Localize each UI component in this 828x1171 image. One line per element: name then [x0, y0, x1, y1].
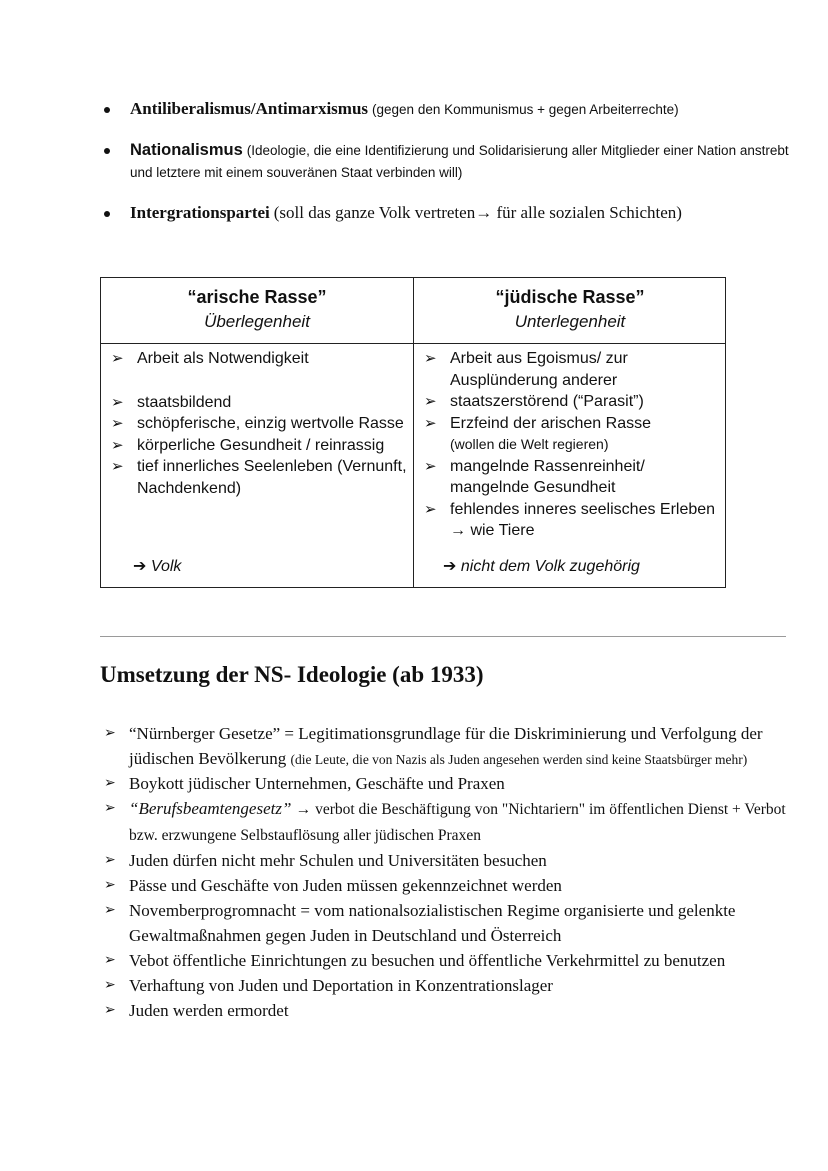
arrowhead-bullet-icon: ➢ [104, 800, 116, 816]
bullet-item-integrationspartei [104, 202, 794, 225]
arrowhead-bullet-icon: ➢ [424, 414, 437, 432]
list-item [104, 973, 794, 998]
bullet-item-nationalismus [104, 139, 794, 184]
arrowhead-bullet-icon: ➢ [424, 393, 437, 410]
bullet-item-antiliberalismus [104, 98, 794, 121]
arrowhead-bullet-icon: ➢ [111, 415, 124, 432]
table-list-item [111, 413, 411, 435]
arrowhead-bullet-icon: ➢ [424, 457, 437, 475]
column-subtitle: Überlegenheit [204, 312, 310, 331]
list-item [104, 796, 794, 848]
table-list-item [424, 499, 724, 542]
item-quote: “Berufsbeamtengesetz” [129, 799, 292, 818]
list-item [104, 998, 794, 1023]
bullet-term: Intergrationspartei [130, 203, 270, 222]
item-text: mangelnde Rassenreinheit/ mangelnde Gesundheit [450, 457, 645, 496]
footer-text: nicht dem Volk zugehörig [460, 558, 640, 575]
arrowhead-bullet-icon: ➢ [111, 436, 124, 454]
list-item [104, 898, 794, 948]
arrowhead-bullet-icon: ➢ [104, 952, 116, 968]
item-text: Juden dürfen nicht mehr Schulen und Universitäten besuchen [129, 851, 547, 870]
item-text: Arbeit als Notwendigkeit [137, 350, 309, 367]
item-text: Juden werden ermordet [129, 1001, 289, 1020]
item-note: (wollen die Welt regieren) [450, 436, 609, 452]
list-item [104, 771, 794, 796]
arrowhead-bullet-icon: ➢ [104, 725, 116, 741]
table-column-left [111, 348, 411, 499]
item-text: → verbot die Beschäftigung von "Nichtariern" im öffentlichen Dienst + Verbot bzw. erzwungene Selbstauflösung aller jüdischen Praxen [129, 801, 786, 844]
table-footer-right [443, 556, 640, 576]
table-header-divider [101, 343, 725, 344]
table-list-item [111, 435, 411, 457]
ideology-bullet-list [104, 98, 794, 243]
table-list-item [424, 391, 724, 413]
bullet-dot-icon [104, 107, 110, 113]
item-text: Verhaftung von Juden und Deportation in Konzentrationslager [129, 976, 553, 995]
bullet-dot-icon [104, 211, 110, 217]
column-subtitle: Unterlegenheit [514, 312, 626, 331]
arrowhead-bullet-icon: ➢ [111, 458, 124, 475]
right-arrow-icon: ➔ [443, 558, 457, 575]
table-header-left [101, 284, 413, 334]
item-text: Novemberprogromnacht = vom nationalsozialistischen Regime organisierte und gelenkte Gewaltmaßnahmen gegen Juden in Deutschland und Österreich [129, 901, 736, 945]
bullet-description: (soll das ganze Volk vertreten→ für alle sozialen Schichten) [273, 203, 682, 222]
section-heading: Umsetzung der NS- Ideologie (ab 1933) [100, 662, 484, 687]
horizontal-divider [100, 636, 786, 637]
arrowhead-bullet-icon: ➢ [424, 500, 437, 518]
arrowhead-bullet-icon: ➢ [104, 775, 116, 791]
bullet-description: (Ideologie, die eine Identifizierung und Solidarisierung aller Mitglieder einer Nation anstrebt und letztere mit einem souveränen Staat verbinden will) [130, 143, 789, 180]
item-text: körperliche Gesundheit / reinrassig [137, 436, 385, 454]
arrowhead-bullet-icon: ➢ [424, 350, 437, 367]
list-item [104, 873, 794, 898]
arrowhead-bullet-icon: ➢ [104, 977, 116, 993]
right-arrow-icon: ➔ [133, 558, 147, 575]
item-text: staatsbildend [137, 393, 232, 411]
item-note: (die Leute, die von Nazis als Juden angesehen werden sind keine Staatsbürger mehr) [290, 752, 748, 767]
item-text: fehlendes inneres seelisches Erleben → wie Tiere [450, 500, 716, 539]
table-list-item [424, 413, 724, 456]
arrowhead-bullet-icon: ➢ [104, 1002, 116, 1018]
list-item [104, 848, 794, 873]
arrowhead-bullet-icon: ➢ [111, 393, 124, 411]
list-item [104, 948, 794, 973]
list-item [104, 721, 794, 771]
table-list-item [111, 456, 411, 499]
arrowhead-bullet-icon: ➢ [104, 877, 116, 893]
bullet-description: (gegen den Kommunismus + gegen Arbeiterrechte) [372, 102, 679, 117]
column-title: “arische Rasse” [187, 287, 327, 307]
item-text: staatszerstörend (“Parasit”) [450, 393, 644, 410]
table-header-right [414, 284, 726, 334]
arrowhead-bullet-icon: ➢ [111, 350, 124, 367]
bullet-term: Antiliberalismus/Antimarxismus [130, 99, 369, 118]
table-list-item [424, 456, 724, 499]
bullet-term: Nationalismus [130, 141, 243, 159]
arrowhead-bullet-icon: ➢ [104, 902, 116, 918]
table-column-right [424, 348, 724, 542]
bullet-dot-icon [104, 148, 110, 154]
table-list-item [424, 348, 724, 391]
table-list-item [111, 348, 411, 370]
item-text: Arbeit aus Egoismus/ zur Ausplünderung anderer [450, 350, 628, 389]
table-footer-left [133, 556, 181, 576]
column-title: “jüdische Rasse” [495, 287, 645, 307]
footer-text: Volk [150, 558, 182, 575]
arrowhead-bullet-icon: ➢ [104, 852, 116, 868]
item-text: schöpferische, einzig wertvolle Rasse [137, 415, 404, 432]
table-list-item [111, 392, 411, 414]
implementation-list [104, 721, 794, 1023]
item-text: tief innerliches Seelenleben (Vernunft, Nachdenkend) [137, 458, 407, 497]
item-text: Vebot öffentliche Einrichtungen zu besuchen und öffentliche Verkehrmittel zu benutzen [129, 951, 726, 970]
item-text: Boykott jüdischer Unternehmen, Geschäfte und Praxen [129, 774, 505, 793]
item-text: Pässe und Geschäfte von Juden müssen gekennzeichnet werden [129, 876, 562, 895]
item-text: Erzfeind der arischen Rasse [450, 414, 651, 432]
race-comparison-table [100, 277, 726, 588]
item-text: “Nürnberger Gesetze” = Legitimationsgrundlage für die Diskriminierung und Verfolgung der jüdischen Bevölkerung [129, 724, 763, 768]
